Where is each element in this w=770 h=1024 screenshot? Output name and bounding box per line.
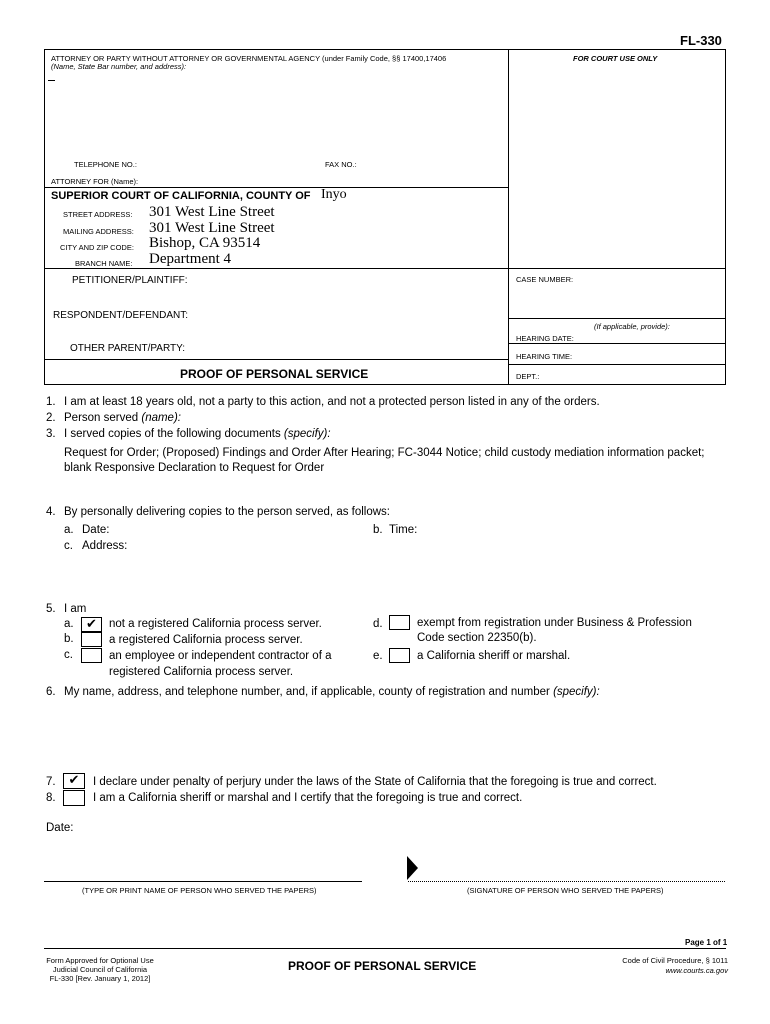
page-number: Page 1 of 1 xyxy=(685,938,728,947)
item-4a-label: Date: xyxy=(82,524,110,536)
footer-rule xyxy=(44,948,726,949)
form-number: FL-330 xyxy=(680,33,722,48)
item-4b-letter: b. xyxy=(373,524,383,536)
item-4c-letter: c. xyxy=(64,540,73,552)
attorney-for-label: ATTORNEY FOR (Name): xyxy=(51,177,139,186)
item-5b-checkbox[interactable] xyxy=(81,632,102,647)
hearing-time-label: HEARING TIME: xyxy=(516,352,573,361)
item-5e-letter: e. xyxy=(373,650,383,662)
item-5-text: I am xyxy=(64,603,87,615)
item-7-number: 7. xyxy=(46,776,56,788)
item-5a-letter: a. xyxy=(64,618,74,630)
signature-line[interactable] xyxy=(408,881,725,882)
if-applicable-label: (If applicable, provide): xyxy=(594,322,670,331)
item-1-number: 1. xyxy=(46,396,56,408)
dept-label: DEPT.: xyxy=(516,372,540,381)
branch-name-value: Department 4 xyxy=(149,251,232,267)
item-6-text: My name, address, and telephone number, and, if applicable, county of registration and number (specify): xyxy=(64,686,600,698)
form-title: PROOF OF PERSONAL SERVICE xyxy=(180,367,369,381)
fax-label: FAX NO.: xyxy=(325,160,357,169)
item-5d-checkbox[interactable] xyxy=(389,615,410,630)
item-5-number: 5. xyxy=(46,603,56,615)
item-4-number: 4. xyxy=(46,506,56,518)
item-5a-checkbox[interactable]: ✔ xyxy=(81,617,102,632)
item-2-text: Person served (name): xyxy=(64,412,181,424)
branch-name-label: BRANCH NAME: xyxy=(75,259,133,268)
attorney-sub-label: (Name, State Bar number, and address): xyxy=(51,62,187,71)
item-8-number: 8. xyxy=(46,792,56,804)
type-name-label: (TYPE OR PRINT NAME OF PERSON WHO SERVED THE PAPERS) xyxy=(82,886,317,895)
item-7-checkbox[interactable]: ✔ xyxy=(63,773,85,789)
signature-arrow-icon xyxy=(407,856,418,880)
mailing-address-value: 301 West Line Street xyxy=(149,220,275,236)
county-value: Inyo xyxy=(321,187,347,202)
item-5e-checkbox[interactable] xyxy=(389,648,410,663)
attorney-label: ATTORNEY OR PARTY WITHOUT ATTORNEY OR GOVERNMENTAL AGENCY (under Family Code, §§ 17400,17406 xyxy=(51,54,447,63)
city-zip-value: Bishop, CA 93514 xyxy=(149,235,261,251)
footer-url[interactable]: www.courts.ca.gov xyxy=(665,966,728,975)
petitioner-label: PETITIONER/PLAINTIFF: xyxy=(72,275,188,286)
item-4b-label: Time: xyxy=(389,524,418,536)
item-5d-letter: d. xyxy=(373,618,383,630)
item-5c-checkbox[interactable] xyxy=(81,648,102,663)
item-5d-label-2: Code section 22350(b). xyxy=(417,632,537,644)
other-parent-label: OTHER PARENT/PARTY: xyxy=(70,343,186,354)
item-7-text: I declare under penalty of perjury under the laws of the State of California that the foregoing is true and correct. xyxy=(93,776,657,788)
item-5e-label: a California sheriff or marshal. xyxy=(417,650,571,662)
street-address-value: 301 West Line Street xyxy=(149,204,275,220)
footer-code: Code of Civil Procedure, § 1011 www.courts.ca.gov xyxy=(560,956,728,976)
footer-approved: Form Approved for Optional Use Judicial Council of California FL-330 [Rev. January 1, 2012] xyxy=(46,956,154,983)
signature-label: (SIGNATURE OF PERSON WHO SERVED THE PAPERS) xyxy=(467,886,664,895)
item-5b-label: a registered California process server. xyxy=(109,634,303,646)
item-1-text: I am at least 18 years old, not a party to this action, and not a protected person listed in any of the orders. xyxy=(64,396,600,408)
item-6-number: 6. xyxy=(46,686,56,698)
hearing-date-label: HEARING DATE: xyxy=(516,334,574,343)
item-5b-letter: b. xyxy=(64,633,74,645)
item-5a-label: not a registered California process server. xyxy=(109,618,322,630)
court-title: SUPERIOR COURT OF CALIFORNIA, COUNTY OF xyxy=(51,190,311,202)
item-5c-letter: c. xyxy=(64,649,73,661)
mailing-address-label: MAILING ADDRESS: xyxy=(63,227,134,236)
telephone-label: TELEPHONE NO.: xyxy=(74,160,137,169)
item-5c-label-2: registered California process server. xyxy=(109,666,294,678)
item-3-text: I served copies of the following documents (specify): xyxy=(64,428,331,440)
item-8-text: I am a California sheriff or marshal and I certify that the foregoing is true and correct. xyxy=(93,792,523,804)
item-3-number: 3. xyxy=(46,428,56,440)
item-4-text: By personally delivering copies to the person served, as follows: xyxy=(64,506,391,518)
item-5d-label-1: exempt from registration under Business & Profession xyxy=(417,617,692,629)
item-8-checkbox[interactable] xyxy=(63,790,85,806)
item-4c-label: Address: xyxy=(82,540,128,552)
documents-line-2: blank Responsive Declaration to Request for Order xyxy=(64,462,325,474)
documents-line-1: Request for Order; (Proposed) Findings and Order After Hearing; FC-3044 Notice; child custody mediation information packet; xyxy=(64,447,705,459)
court-use-only-label: FOR COURT USE ONLY xyxy=(573,54,658,63)
item-5c-label-1: an employee or independent contractor of a xyxy=(109,650,332,662)
item-4a-letter: a. xyxy=(64,524,74,536)
item-2-number: 2. xyxy=(46,412,56,424)
street-address-label: STREET ADDRESS: xyxy=(63,210,133,219)
date-label: Date: xyxy=(46,822,74,834)
footer-title: PROOF OF PERSONAL SERVICE xyxy=(288,959,477,973)
name-line[interactable] xyxy=(44,881,362,882)
respondent-label: RESPONDENT/DEFENDANT: xyxy=(53,310,189,321)
case-number-label: CASE NUMBER: xyxy=(516,275,574,284)
city-zip-label: CITY AND ZIP CODE: xyxy=(60,243,134,252)
